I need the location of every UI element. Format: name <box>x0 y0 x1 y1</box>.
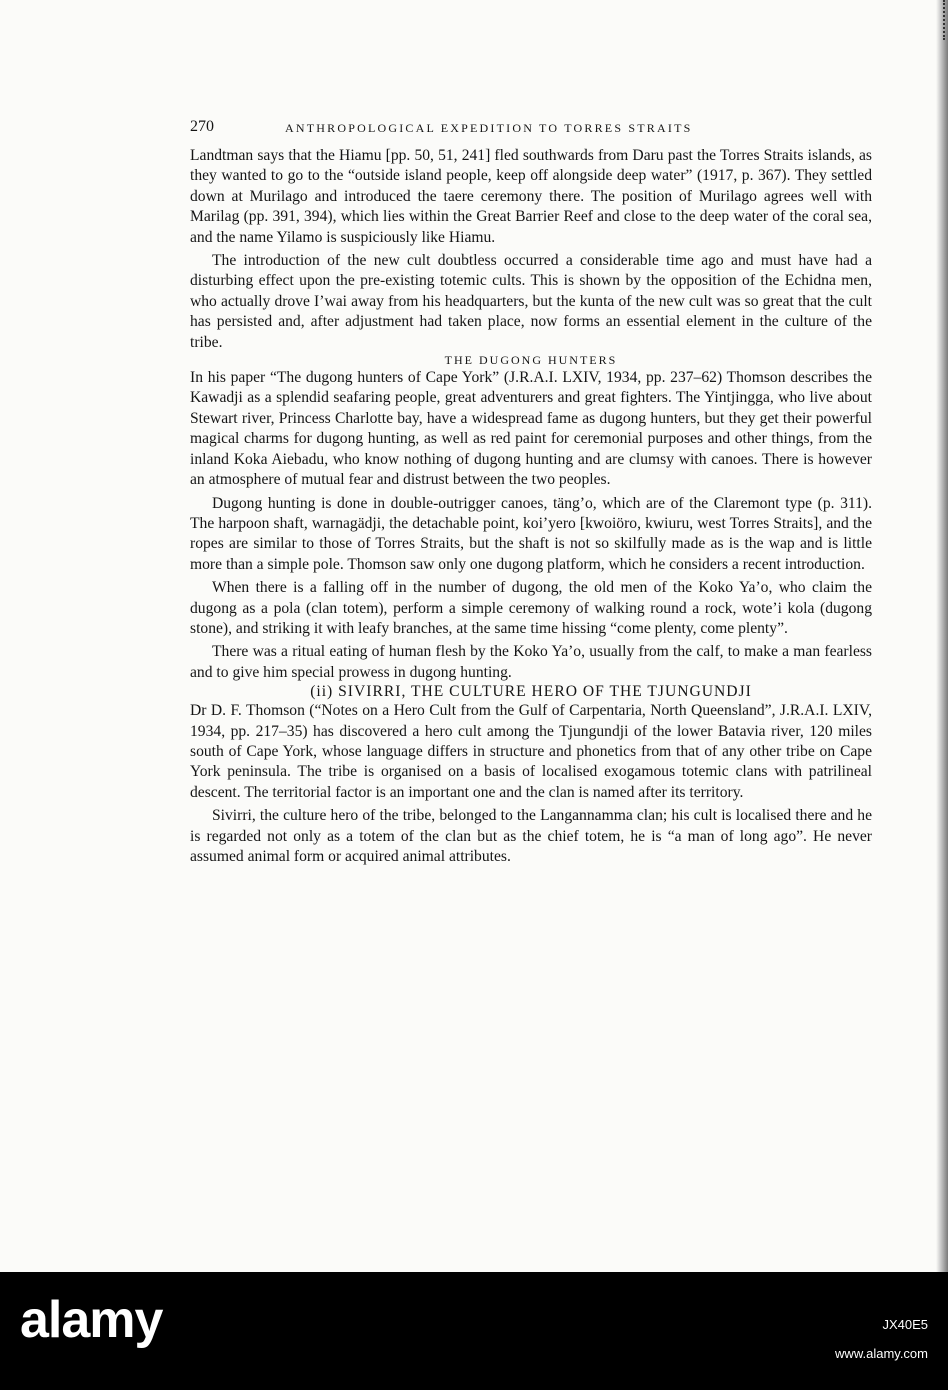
page-body <box>190 146 872 867</box>
running-head: ANTHROPOLOGICAL EXPEDITION TO TORRES STRAITS <box>285 121 693 135</box>
image-id: JX40E5 <box>882 1317 928 1332</box>
intro-paragraph-2: The introduction of the new cult doubtless occurred a considerable time ago and must have had a disturbing effect upon the pre-existing totemic cults. This is shown by the opposition of the Echidna men, who actually drove I’wai away from his headquarters, but the kunta of the new cult was so great that the cult has persisted and, after adjustment had taken place, now forms an essential element in the culture of the tribe. <box>190 252 872 351</box>
sivirri-paragraph-2: Sivirri, the culture hero of the tribe, belonged to the Langannamma clan; his cult is localised there and he is regarded not only as a totem of the clan but as the chief totem, he is “a man of long ago”. He never assumed animal form or acquired animal attributes. <box>190 807 872 865</box>
page-edge-shadow <box>936 0 948 1272</box>
page-edge-specks <box>937 0 945 40</box>
site-url: www.alamy.com <box>835 1346 928 1361</box>
page-number: 270 <box>190 118 214 135</box>
alamy-logo: alamy <box>20 1291 163 1349</box>
sivirri-paragraph-1: Dr D. F. Thomson (“Notes on a Hero Cult from the Gulf of Carpentaria, North Queensland”, J.R.A.I. LXIV, 1934, pp. 217–35) has discovered a hero cult among the Tjungundji of the lower Batavia river, 120 miles south of Cape York, whose language differs in structure and phonetics from that of any other tribe on Cape York peninsula. The tribe is organised on a basis of localised exogamous totemic clans with patrilineal descent. The territorial factor is an important one and the clan is named after its territory. <box>190 702 872 801</box>
page-header <box>190 118 872 140</box>
dugong-paragraph-2: Dugong hunting is done in double-outrigger canoes, täng’o, which are of the Claremont type (p. 311). The harpoon shaft, warnagädji, the detachable point, koi’yero [kwoiöro, kwiuru, west Torres Straits], and the ropes are similar to those of Torres Straits, but the shaft is not so skilfully made as is the wap and is little more than a simple pole. Thomson saw only one dugong platform, which he considers a recent introduction. <box>190 494 872 573</box>
section-heading-dugong-hunters: THE DUGONG HUNTERS <box>444 353 618 368</box>
intro-paragraph-1: Landtman says that the Hiamu [pp. 50, 51, 241] fled southwards from Daru past the Torres Straits islands, as they wanted to go to the “outside island people, keep off alongside deep water” (1917, p. 367). They settled down at Murilago and introduced the taere ceremony there. The position of Murilago agrees well with Marilag (pp. 391, 394), which lies within the Great Barrier Reef and close to the deep water of the coral sea, and the name Yilamo is suspiciously like Hiamu. <box>190 147 872 246</box>
dugong-paragraph-3: When there is a falling off in the number of dugong, the old men of the Koko Ya’o, who claim the dugong as a pola (clan totem), perform a simple ceremony of walking round a rock, wote’i kola (dugong stone), and striking it with leafy branches, at the same time hissing “come plenty, come plenty”. <box>190 579 872 637</box>
watermark-footer <box>0 1272 948 1390</box>
dugong-paragraph-1: In his paper “The dugong hunters of Cape York” (J.R.A.I. LXIV, 1934, pp. 237–62) Thomson describes the Kawadji as a splendid seafaring people, great adventurers and great fighters. The Yintjingga, who live about Stewart river, Princess Charlotte bay, have a widespread fame as dugong hunters, but they get their powerful magical charms for dugong hunting, as well as red paint for ceremonial purposes and other things, from the inland Koka Aiebadu, who know nothing of dugong hunting and are clumsy with canoes. There is however an atmosphere of mutual fear and distrust between the two peoples. <box>190 369 872 489</box>
image-id-block <box>835 1317 928 1375</box>
section-heading-sivirri: (ii) SIVIRRI, THE CULTURE HERO OF THE TJUNGUNDJI <box>310 683 752 701</box>
dugong-paragraph-4: There was a ritual eating of human flesh by the Koko Ya’o, usually from the calf, to make a man fearless and to give him special prowess in dugong hunting. <box>190 643 872 681</box>
